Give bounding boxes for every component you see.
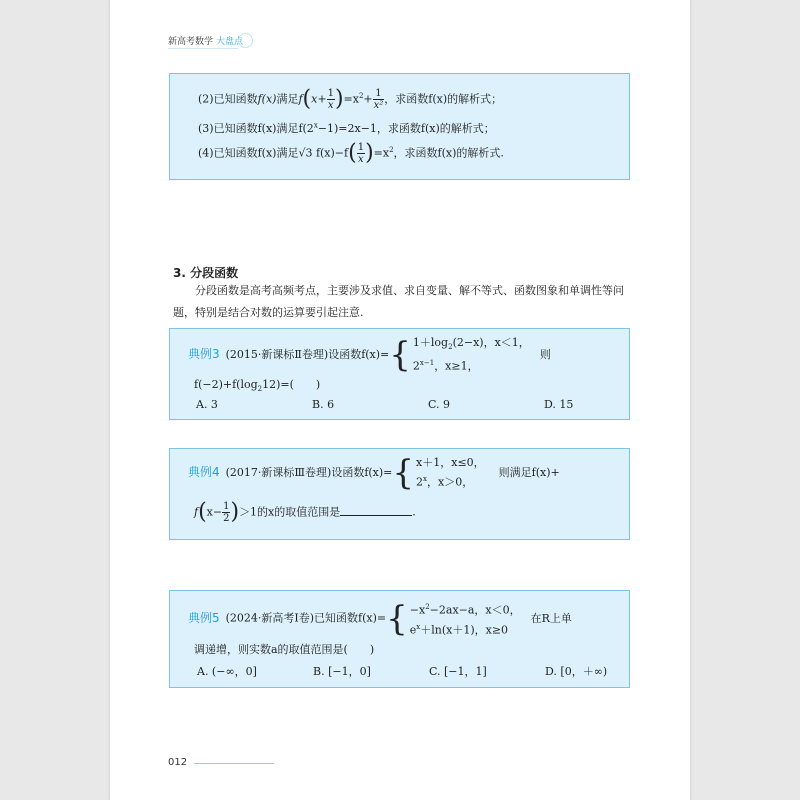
exercise-4-line: (4)已知函数f(x)满足√3 f(x)−f( $\frac{1}{x}$ )$=x^2$，求函数f(x)的解析式. <box>198 140 504 166</box>
example-5-question: 调递增，则实数a的取值范围是( ) <box>194 643 375 656</box>
page-number: 012 <box>168 757 188 768</box>
fraction-1-over-2: $\frac{1}{2}$ <box>223 501 230 524</box>
page <box>110 0 690 800</box>
footer-rule <box>194 763 274 764</box>
book-title: 新高考数学 <box>168 37 214 47</box>
example-3-question: $f(-2)+f(\log_212)=$( ) <box>194 378 321 394</box>
example-3-stem: 典例3 (2015·新课标Ⅱ卷理)设函数f(x)={ $1+\log_2(2-x)$，x＜1， $2^{x-1}$，x≥1， 则 <box>188 334 551 375</box>
exercise-2-line: (2)已知函数f(x)满足f(x+ $\frac{1}{x}$ )$=x^2+$ $\frac{1}{\text{x²}}$ ，求函数f(x)的解析式； <box>198 86 503 112</box>
option-b[interactable]: B. 6 <box>312 398 335 411</box>
book-title-accent: 大盘点 <box>216 37 244 47</box>
example-3-tag: 典例3 <box>188 346 220 361</box>
option-d[interactable]: D. 15 <box>544 398 574 411</box>
option-a[interactable]: A. (−∞，0] <box>197 665 257 678</box>
answer-blank[interactable] <box>340 515 412 516</box>
example-5-stem: 典例5 (2024·新高考Ⅰ卷)已知函数f(x)={ $-x^2-2ax-a$，x＜0， $e^x+\ln(x+1)$，x≥0 在R上单 <box>188 598 572 639</box>
example-4-cases: x＋1，x≤0， 2$^x$，x＞0， <box>416 456 485 489</box>
example-3-cases: $1+\log_2(2-x)$，x＜1， $2^{x-1}$，x≥1， <box>412 336 530 373</box>
fraction-1-over-x-b: $\frac{1}{x}$ <box>357 142 365 165</box>
example-5-box <box>169 590 630 688</box>
option-b[interactable]: B. [−1，0] <box>313 665 371 678</box>
fraction-1-over-x: $\frac{1}{x}$ <box>327 88 334 111</box>
header-circle-icon <box>238 33 253 48</box>
example-3-options <box>196 398 660 411</box>
option-c[interactable]: C. 9 <box>428 398 451 411</box>
section-paragraph: 分段函数是高考高频考点，主要涉及求值、求自变量、解不等式、函数图象和单调性等问题，特别是结合对数的运算要引起注意. <box>173 284 624 319</box>
section-title: 3. 分段函数 <box>173 266 239 280</box>
header-rule <box>168 48 238 49</box>
fraction-1-over-x2: $\frac{1}{\text{x²}}$ <box>373 88 384 111</box>
running-header <box>168 33 253 48</box>
example-5-tag: 典例5 <box>188 610 220 625</box>
example-4-stem: 典例4 (2017·新课标Ⅲ卷理)设函数f(x)={ x＋1，x≤0， 2$^x$，x＞0， 则满足f(x)+ <box>188 452 560 493</box>
example-4-question: f(x− $\frac{1}{2}$ )＞1的x的取值范围是 . <box>194 499 416 525</box>
exercise-3-line: (3)已知函数f(x)满足$f(2^x-1)=2x-1$，求函数f(x)的解析式； <box>198 121 495 135</box>
option-a[interactable]: A. 3 <box>196 398 218 411</box>
example-4-tag: 典例4 <box>188 464 220 479</box>
example-5-options <box>197 663 661 679</box>
example-4-box <box>169 448 630 540</box>
option-c[interactable]: C. [−1，1] <box>429 665 487 678</box>
option-d[interactable]: D. [0，＋∞) <box>545 665 608 678</box>
exercise-box-1 <box>169 73 630 180</box>
example-5-cases: $-x^2-2ax-a$，x＜0， $e^x+\ln(x+1)$，x≥0 <box>409 603 521 637</box>
